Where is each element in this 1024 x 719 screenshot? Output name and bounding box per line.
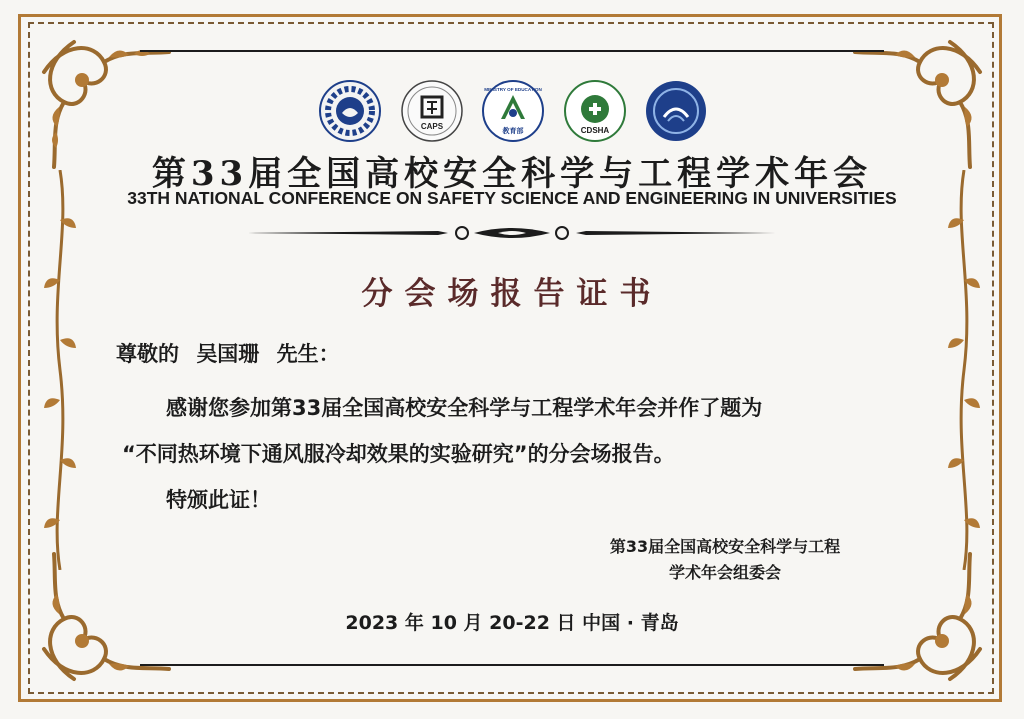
recipient-name: 吴国珊 — [196, 342, 260, 366]
side-vine-ornament-icon — [944, 170, 984, 570]
conference-title-en: 33TH NATIONAL CONFERENCE ON SAFETY SCIENCE AND ENGINEERING IN UNIVERSITIES — [127, 188, 897, 208]
cdsha-text: CDSHA — [580, 126, 609, 135]
certificate-title: 分会场报告证书 — [361, 276, 663, 312]
top-rule — [140, 50, 884, 52]
moe-en-text: MINISTRY OF EDUCATION — [484, 87, 542, 92]
caps-emblem-icon — [400, 79, 464, 143]
conference-title-cn: 第33届全国高校安全科学与工程学术年会 — [151, 154, 873, 194]
caps-text: CAPS — [420, 122, 443, 131]
logo-row — [318, 78, 708, 144]
cdsha-emblem-icon — [563, 79, 627, 143]
org-line-2: 学术年会组委会 — [668, 563, 781, 582]
salutation — [116, 338, 350, 368]
body-line-2: “不同热环境下通风服冷却效果的实验研究”的分会场报告。 — [122, 442, 675, 466]
recipient-honorific: 先生： — [276, 342, 340, 366]
certificate-body — [122, 385, 932, 523]
date-and-place: 2023 年 10 月 20-22 日 中国 · 青岛 — [345, 612, 679, 634]
salutation-prefix: 尊敬的 — [116, 342, 179, 366]
body-line-1: 感谢您参加第33届全国高校安全科学与工程学术年会并作了题为 — [166, 396, 763, 420]
university-emblem-icon — [644, 79, 708, 143]
ornamental-divider-icon — [248, 222, 776, 244]
bottom-rule — [140, 664, 884, 666]
side-vine-ornament-icon — [40, 170, 80, 570]
org-line-1: 第33届全国高校安全科学与工程 — [609, 537, 841, 556]
issuing-organization — [580, 534, 870, 586]
moe-cn-text: 教育部 — [502, 127, 524, 135]
ministry-of-education-icon — [481, 79, 545, 143]
closing-text: 特颁此证！ — [166, 488, 271, 512]
gear-emblem-icon — [318, 79, 382, 143]
